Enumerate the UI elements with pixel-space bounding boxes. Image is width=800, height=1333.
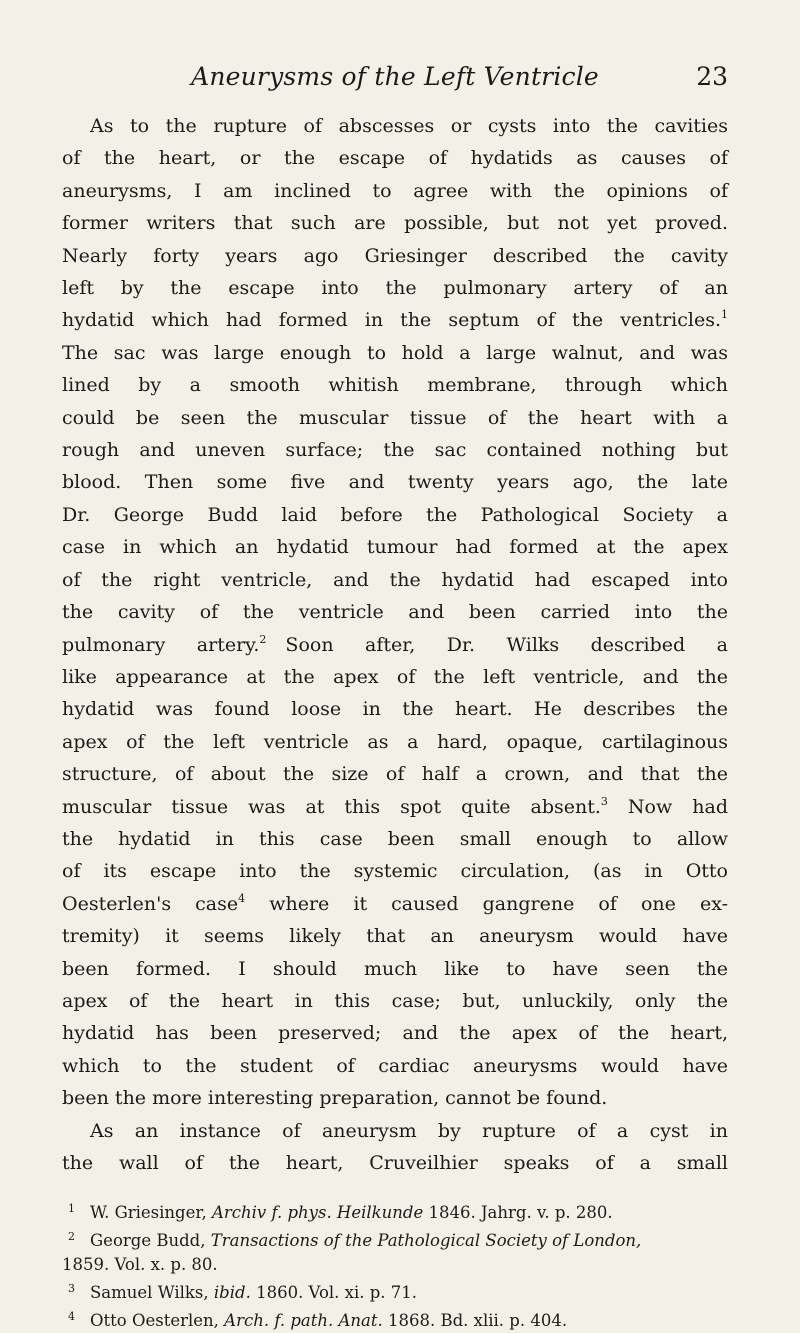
text-line: the wall of the heart, Cruveilhier speaks of a small <box>62 1152 728 1174</box>
body-text <box>62 110 728 1179</box>
text-line <box>62 629 728 661</box>
text-line: left by the escape into the pulmonary artery of an <box>62 277 728 300</box>
text-line <box>62 791 728 823</box>
text-line: of the heart, or the escape of hydatids as causes of <box>62 147 728 170</box>
paragraph-1 <box>62 110 728 1115</box>
text-line: of its escape into the systemic circulation, (as in Otto <box>62 860 728 883</box>
line-text: Oesterlen's case <box>62 892 239 915</box>
text-line: Nearly forty years ago Griesinger described the cavity <box>62 244 728 267</box>
text-line: the hydatid in this case been small enough to allow <box>62 827 728 850</box>
footnotes <box>62 1197 728 1333</box>
footnote-number: 4 <box>68 1310 75 1324</box>
text-line: apex of the heart in this case; but, unluckily, only the <box>62 989 728 1012</box>
text-line: hydatid was found loose in the heart. He describes the <box>62 698 728 721</box>
running-head <box>62 62 728 102</box>
footnote <box>62 1225 728 1277</box>
footnote-text: Samuel Wilks, <box>90 1283 214 1303</box>
line-text: pulmonary artery. <box>62 633 260 656</box>
footnote-ref: 1 <box>721 308 728 322</box>
text-line: could be seen the muscular tissue of the heart with a <box>62 406 728 429</box>
footnote-source: Transactions of the Pathological Society of London, <box>210 1231 642 1251</box>
line-text: Soon after, Dr. Wilks described a <box>285 633 728 656</box>
footnote-text: 1860. Vol. xi. p. 71. <box>250 1283 418 1303</box>
text-line: the cavity of the ventricle and been carried into the <box>62 601 728 624</box>
footnote-text: Otto Oesterlen, <box>90 1311 225 1331</box>
text-line: like appearance at the apex of the left ventricle, and the <box>62 665 728 688</box>
text-line: been formed. I should much like to have seen the <box>62 957 728 980</box>
text-line: of the right ventricle, and the hydatid had escaped into <box>62 568 728 591</box>
footnote-ref: 4 <box>238 891 246 905</box>
footnote-text: George Budd, <box>90 1231 211 1251</box>
text-line: hydatid has been preserved; and the apex of the heart, <box>62 1022 728 1045</box>
text-line: apex of the left ventricle as a hard, opaque, cartilaginous <box>62 730 728 753</box>
footnote-continuation: 1859. Vol. x. p. 80. <box>62 1255 218 1275</box>
footnote-number: 1 <box>68 1202 75 1216</box>
footnote-text: W. Griesinger, <box>90 1203 212 1223</box>
footnote-text: 1846. Jahrg. v. p. 280. <box>423 1203 613 1223</box>
text-line: which to the student of cardiac aneurysms would have <box>62 1054 728 1077</box>
text-line <box>62 888 728 920</box>
paragraph-2 <box>62 1115 728 1180</box>
text-line: blood. Then some five and twenty years ago, the late <box>62 471 728 494</box>
text-line: structure, of about the size of half a crown, and that the <box>62 763 728 786</box>
footnote <box>62 1277 728 1305</box>
line-text: Now had <box>627 795 728 818</box>
text-line: been the more interesting preparation, cannot be found. <box>62 1087 608 1110</box>
text-line: rough and uneven surface; the sac contained nothing but <box>62 439 728 462</box>
footnote <box>62 1305 728 1333</box>
footnote-text: 1868. Bd. xlii. p. 404. <box>382 1311 568 1331</box>
footnote <box>62 1197 728 1225</box>
text-line: As an instance of aneurysm by rupture of a cyst in <box>90 1119 728 1142</box>
footnote-number: 2 <box>68 1230 75 1244</box>
text-line: The sac was large enough to hold a large walnut, and was <box>62 341 728 364</box>
page-content <box>62 62 728 1333</box>
line-text: hydatid which had formed in the septum of the ventricles. <box>62 309 721 332</box>
running-title: Aneurysms of the Left Ventricle <box>191 62 599 91</box>
line-text: where it caused gangrene of one ex- <box>269 892 728 915</box>
text-line: former writers that such are possible, but not yet proved. <box>62 212 728 235</box>
footnote-source: ibid. <box>213 1283 251 1303</box>
text-line: aneurysms, I am inclined to agree with the opinions of <box>62 179 728 202</box>
footnote-number: 3 <box>68 1282 75 1296</box>
footnote-ref: 3 <box>600 794 608 808</box>
text-line: case in which an hydatid tumour had formed at the apex <box>62 536 728 559</box>
footnote-ref: 2 <box>259 632 267 646</box>
text-line: As to the rupture of abscesses or cysts into the cavities <box>90 115 728 137</box>
text-line: Dr. George Budd laid before the Pathological Society a <box>62 503 728 526</box>
footnote-source: Arch. f. path. Anat. <box>224 1311 383 1331</box>
text-line: tremity) it seems likely that an aneurysm would have <box>62 925 728 948</box>
text-line: lined by a smooth whitish membrane, through which <box>62 374 728 397</box>
footnote-source: Archiv f. phys. Heilkunde <box>211 1203 424 1223</box>
text-line <box>62 304 728 336</box>
line-text: muscular tissue was at this spot quite absent. <box>62 795 601 818</box>
page-number: 23 <box>696 62 728 91</box>
